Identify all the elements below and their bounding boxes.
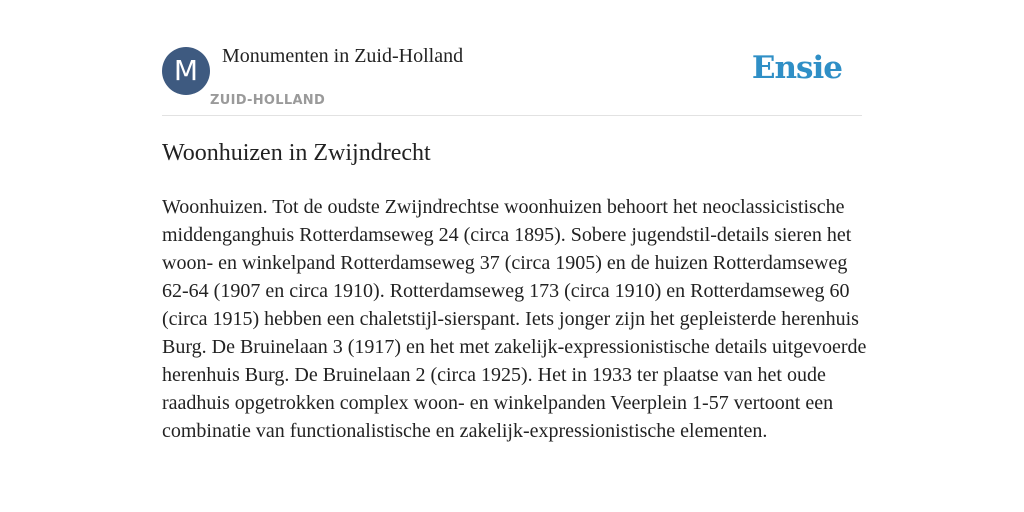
header-divider xyxy=(162,115,862,116)
source-avatar[interactable]: M xyxy=(162,47,210,95)
source-title-link[interactable]: Monumenten in Zuid-Holland xyxy=(222,45,464,67)
source-region-tag[interactable]: ZUID-HOLLAND xyxy=(210,93,326,108)
article-title: Woonhuizen in Zwijndrecht xyxy=(162,140,431,166)
ensie-logo-link[interactable]: Ensie xyxy=(751,50,842,86)
article-body: Woonhuizen. Tot de oudste Zwijndrechtse woonhuizen behoort het neoclassicistische middenganghuis Rotterdamseweg 24 (circa 1895). Sobere jugendstil-details sieren het woon- en winkelpand Rotterdamseweg 37 (circa 1905) en de huizen Rotterdamseweg 62-64 (1907 en circa 1910). Rotterdamseweg 173 (circa 1910) en Rotterdamseweg 60 (circa 1915) hebben een chaletstijl-sierspant. Iets jonger zijn het gepleisterde herenhuis Burg. De Bruinelaan 3 (1917) en het met zakelijk-expressionistische details uitgevoerde herenhuis Burg. De Bruinelaan 2 (circa 1925). Het in 1933 ter plaatse van het oude raadhuis opgetrokken complex woon- en winkelpanden Veerplein 1-57 vertoont een combinatie van functionalistische en zakelijk-expressionistische elementen. xyxy=(162,196,867,442)
